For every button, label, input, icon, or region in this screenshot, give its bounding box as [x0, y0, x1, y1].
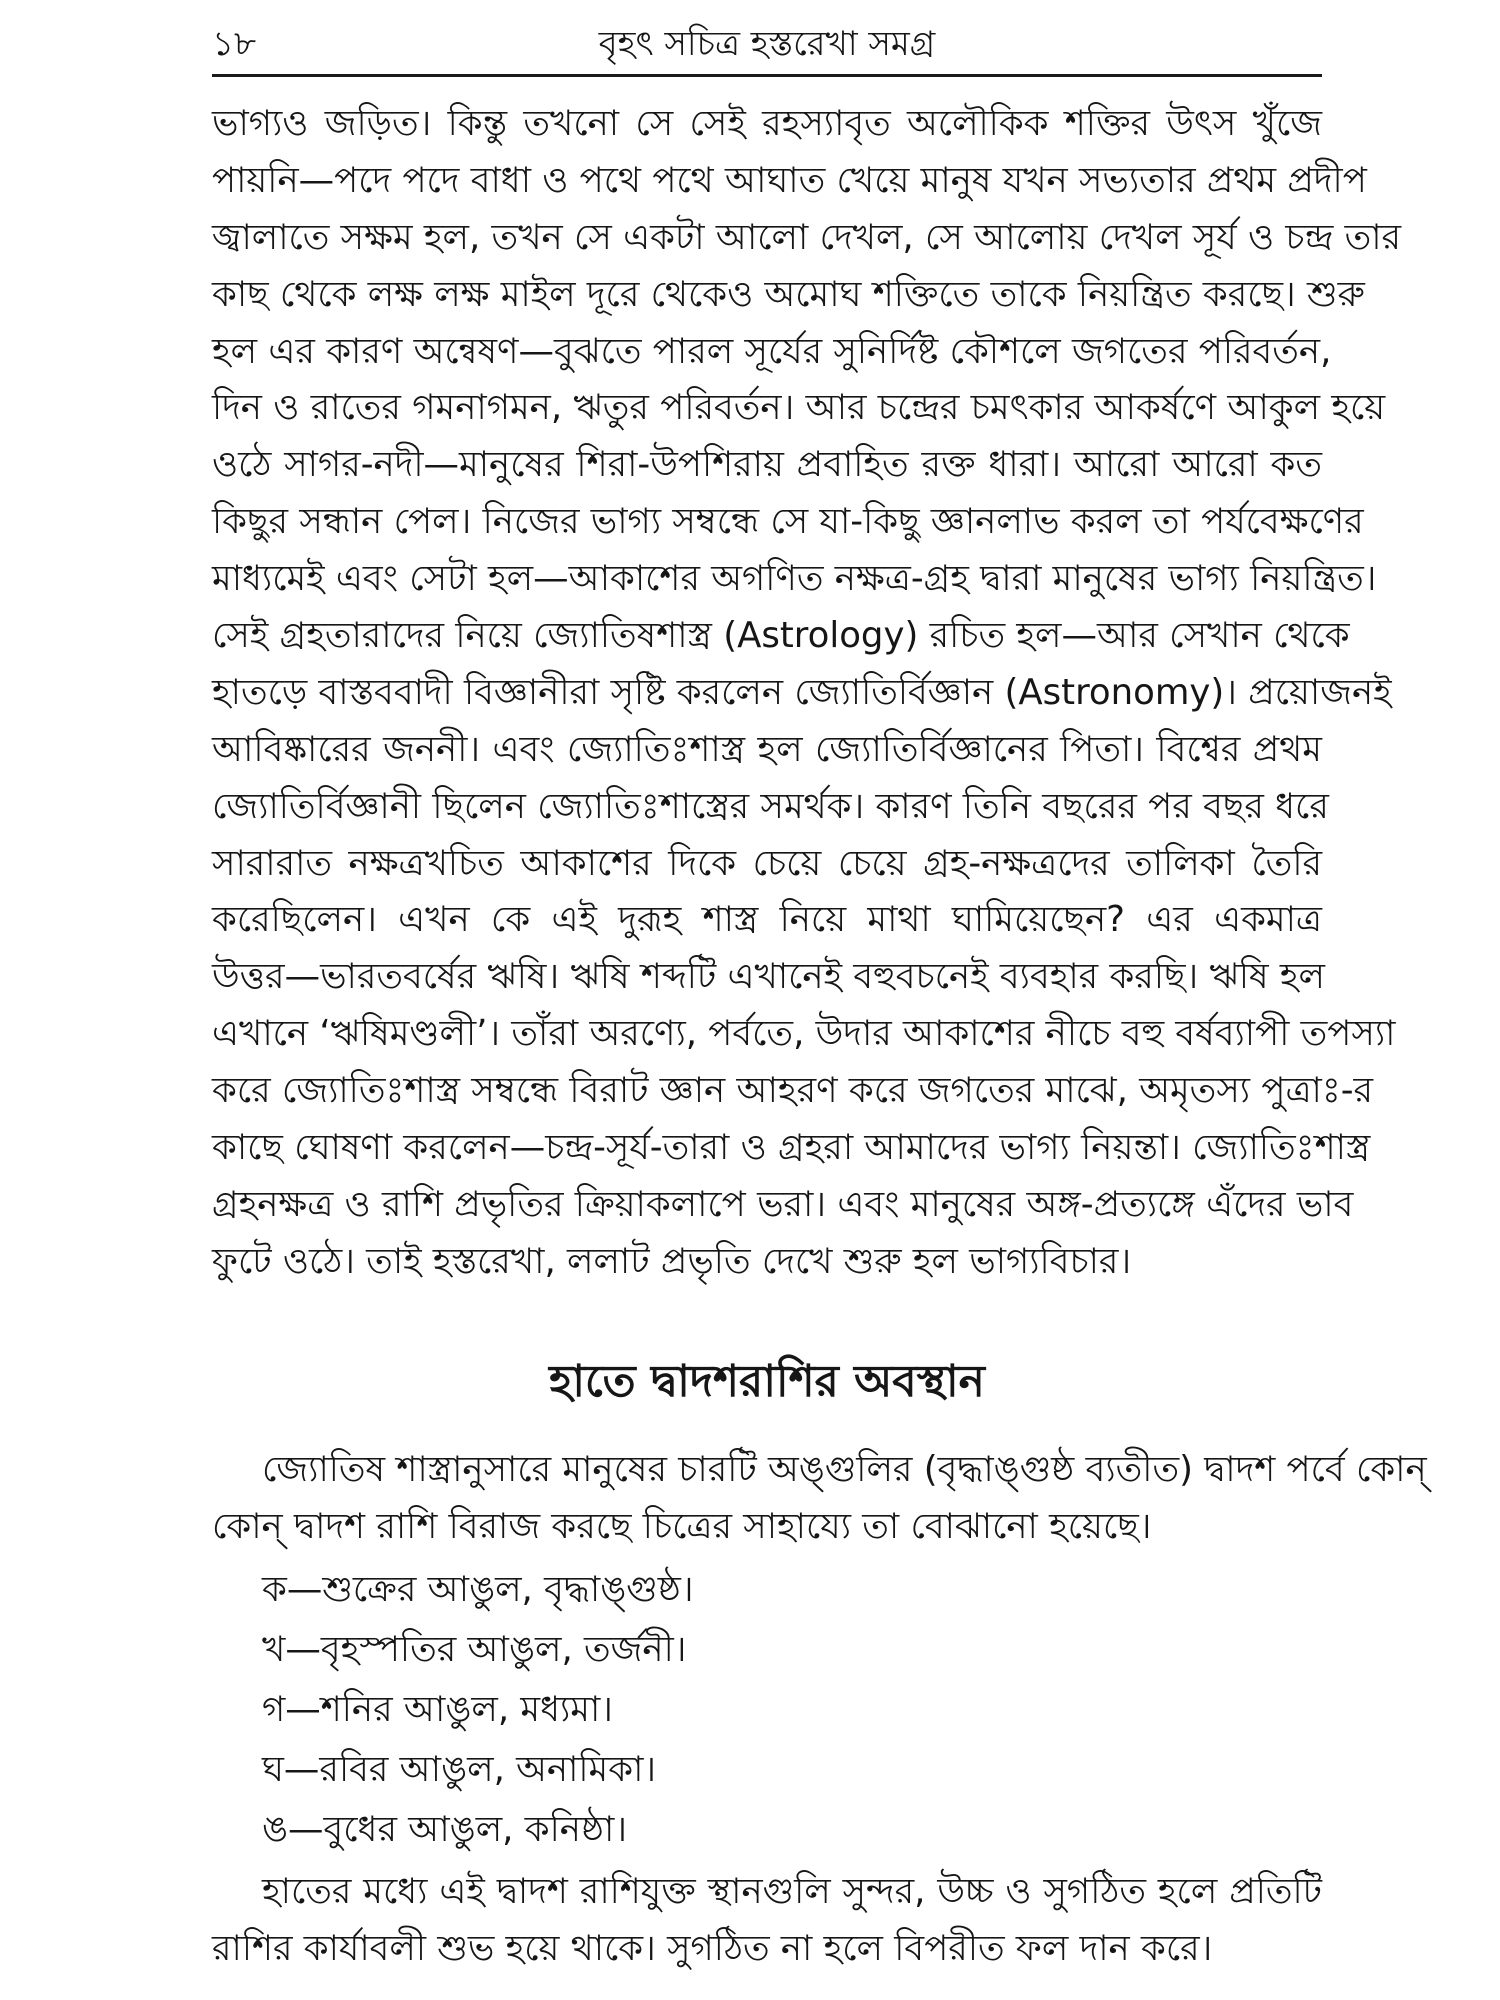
text-line: মাধ্যমেই এবং সেটা হল—আকাশের অগণিত নক্ষত্র-গ্রহ দ্বারা মানুষের ভাগ্য নিয়ন্ত্রিত। — [212, 558, 1377, 600]
text-line: হল এর কারণ অন্বেষণ—বুঝতে পারল সূর্যের সুনির্দিষ্ট কৌশলে জগতের পরিবর্তন, — [212, 330, 1332, 372]
page-header — [212, 14, 1322, 77]
text-line: হাতড়ে বাস্তববাদী বিজ্ঞানীরা সৃষ্টি করলেন জ্যোতির্বিজ্ঞান (Astronomy)। প্রয়োজনই — [212, 671, 1392, 713]
list-item: ঙ—বুধের আঙুল, কনিষ্ঠা। — [262, 1809, 628, 1850]
text-line: এখানে ‘ঋষিমণ্ডলী’। তাঁরা অরণ্যে, পর্বতে, উদার আকাশের নীচে বহু বর্ষব্যাপী তপস্যা — [212, 1013, 1396, 1055]
text-line: করে জ্যোতিঃশাস্ত্র সম্বন্ধে বিরাট জ্ঞান আহরণ করে জগতের মাঝে, অমৃতস্য পুত্রাঃ-র — [212, 1070, 1374, 1112]
page-number: ১৮ — [212, 24, 257, 64]
list-item: গ—শনির আঙুল, মধ্যমা। — [262, 1689, 613, 1730]
section-intro — [212, 1440, 1427, 1554]
list-item: ক—শুক্রের আঙুল, বৃদ্ধাঙ্গুষ্ঠ। — [262, 1569, 694, 1610]
list-item: খ—বৃহস্পতির আঙুল, তর্জনী। — [262, 1629, 687, 1670]
text-line: ফুটে ওঠে। তাই হস্তরেখা, ললাট প্রভৃতি দেখে শুরু হল ভাগ্যবিচার। — [212, 1240, 1132, 1282]
text-line: কাছে ঘোষণা করলেন—চন্দ্র-সূর্য-তারা ও গ্রহরা আমাদের ভাগ্য নিয়ন্তা। জ্যোতিঃশাস্ত্র — [212, 1127, 1371, 1169]
closing-paragraph — [212, 1862, 1322, 1976]
text-line: কোন্ দ্বাদশ রাশি বিরাজ করছে চিত্রের সাহায্যে তা বোঝানো হয়েছে। — [212, 1505, 1152, 1547]
finger-list — [262, 1560, 1322, 1860]
text-line: করেছিলেন। এখন কে এই দুরূহ শাস্ত্র নিয়ে মাথা ঘামিয়েছেন? এর একমাত্র — [212, 899, 1322, 941]
text-line: পায়নি—পদে পদে বাধা ও পথে পথে আঘাত খেয়ে মানুষ যখন সভ্যতার প্রথম প্রদীপ — [212, 159, 1367, 201]
text-line: আবিষ্কারের জননী। এবং জ্যোতিঃশাস্ত্র হল জ্যোতির্বিজ্ঞানের পিতা। বিশ্বের প্রথম — [212, 728, 1322, 770]
text-line: সেই গ্রহতারাদের নিয়ে জ্যোতিষশাস্ত্র (Astrology) রচিত হল—আর সেখান থেকে — [212, 615, 1350, 657]
main-paragraph — [212, 96, 1402, 1291]
text-line: দিন ও রাতের গমনাগমন, ঋতুর পরিবর্তন। আর চন্দ্রের চমৎকার আকর্ষণে আকুল হয়ে — [212, 387, 1386, 429]
text-line: ওঠে সাগর-নদী—মানুষের শিরা-উপশিরায় প্রবাহিত রক্ত ধারা। আরো আরো কত — [212, 444, 1322, 486]
running-title: বৃহৎ সচিত্র হস্তরেখা সমগ্র — [598, 24, 936, 64]
text-line: কিছুর সন্ধান পেল। নিজের ভাগ্য সম্বন্ধে সে যা-কিছু জ্ঞানলাভ করল তা পর্যবেক্ষণের — [212, 501, 1364, 543]
text-line: জ্বালাতে সক্ষম হল, তখন সে একটা আলো দেখল, সে আলোয় দেখল সূর্য ও চন্দ্র তার — [212, 216, 1402, 258]
text-line: ভাগ্যও জড়িত। কিন্তু তখনো সে সেই রহস্যাবৃত অলৌকিক শক্তির উৎস খুঁজে — [212, 103, 1322, 144]
text-line: জ্যোতির্বিজ্ঞানী ছিলেন জ্যোতিঃশাস্ত্রের সমর্থক। কারণ তিনি বছরের পর বছর ধরে — [212, 785, 1329, 827]
text-line: সারারাত নক্ষত্রখচিত আকাশের দিকে চেয়ে চেয়ে গ্রহ-নক্ষত্রদের তালিকা তৈরি — [212, 842, 1322, 884]
text-line: জ্যোতিষ শাস্ত্রানুসারে মানুষের চারটি অঙ্গুলির (বৃদ্ধাঙ্গুষ্ঠ ব্যতীত) দ্বাদশ পর্বে কোন্ — [262, 1449, 1427, 1490]
text-line: গ্রহনক্ষত্র ও রাশি প্রভৃতির ক্রিয়াকলাপে ভরা। এবং মানুষের অঙ্গ-প্রত্যঙ্গে এঁদের ভাব — [212, 1183, 1354, 1225]
text-line: কাছ থেকে লক্ষ লক্ষ মাইল দূরে থেকেও অমোঘ শক্তিতে তাকে নিয়ন্ত্রিত করছে। শুরু — [212, 273, 1365, 315]
section-heading: হাতে দ্বাদশরাশির অবস্থান — [549, 1356, 985, 1407]
text-line: রাশির কার্যাবলী শুভ হয়ে থাকে। সুগঠিত না হলে বিপরীত ফল দান করে। — [212, 1927, 1213, 1969]
list-item: ঘ—রবির আঙুল, অনামিকা। — [262, 1749, 657, 1790]
text-line: হাতের মধ্যে এই দ্বাদশ রাশিযুক্ত স্থানগুলি সুন্দর, উচ্চ ও সুগঠিত হলে প্রতিটি — [262, 1871, 1322, 1912]
text-line: উত্তর—ভারতবর্ষের ঋষি। ঋষি শব্দটি এখানেই বহুবচনেই ব্যবহার করছি। ঋষি হল — [212, 956, 1325, 998]
